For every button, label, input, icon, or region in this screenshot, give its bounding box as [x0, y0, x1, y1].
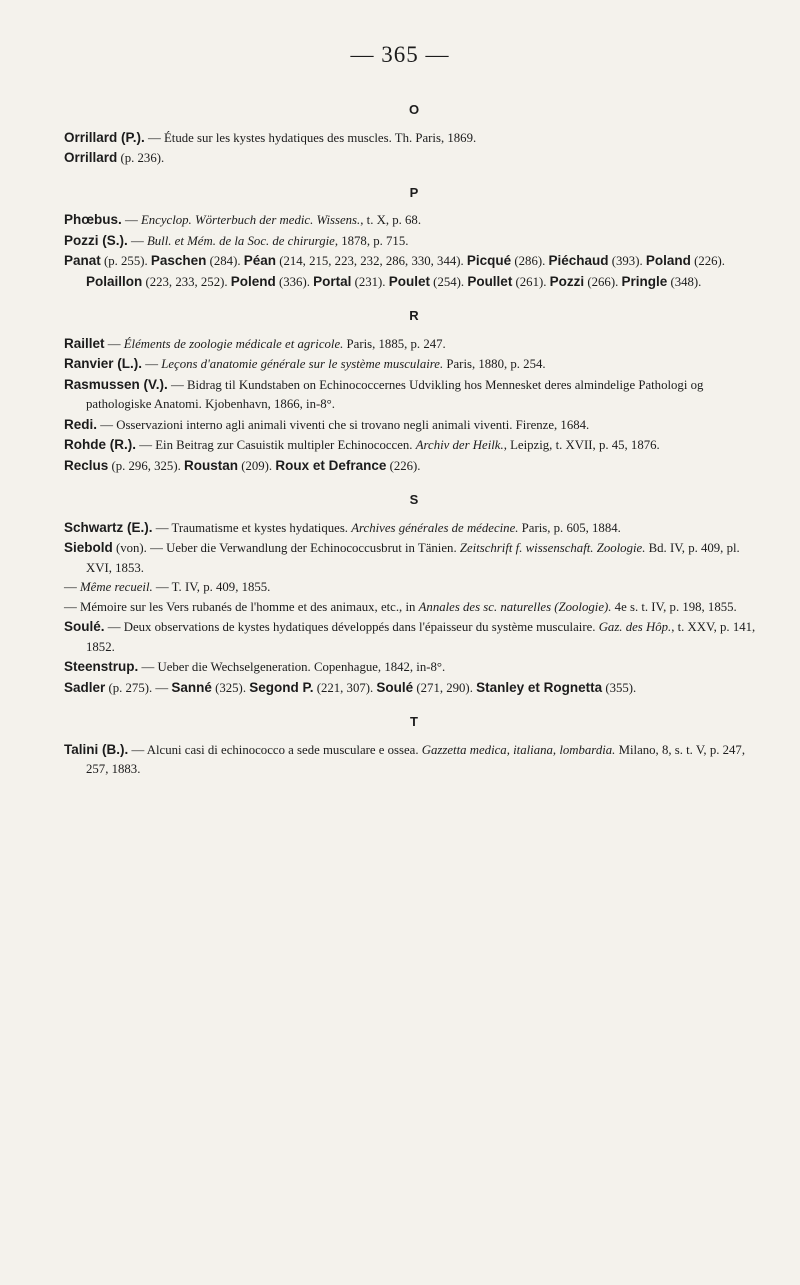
- entry-text: (214, 215, 223, 232, 286, 330, 344).: [276, 254, 467, 268]
- author-name: Péan: [243, 253, 277, 268]
- entry-text: Bd. IV, p. 409, pl. XVI, 1853.: [86, 541, 740, 575]
- bibliography-entry: [64, 617, 764, 657]
- entry-text: , t. X, p. 68.: [360, 213, 422, 227]
- entry-text: — Ueber die Wechselgeneration. Copenhague, 1842, in-8°.: [138, 660, 446, 674]
- author-name: Roustan: [184, 457, 238, 473]
- bibliography-entry: [64, 210, 764, 231]
- author-name: Pringle: [621, 273, 668, 289]
- section-letter: T: [410, 714, 418, 729]
- entry-text: — T. IV, p. 409, 1855.: [152, 580, 271, 594]
- author-name: Roux et Defrance: [275, 457, 387, 473]
- page-number: — 365 —: [350, 42, 450, 67]
- publication-title: Archives générales de médecine.: [351, 520, 519, 535]
- entry-text: (325).: [211, 680, 250, 695]
- publication-title: Éléments de zoologie médicale et agricole.: [123, 336, 344, 351]
- author-name: Picqué: [466, 253, 512, 268]
- bibliography-entry: [64, 415, 764, 436]
- entry-text: (254).: [429, 274, 468, 289]
- author-name: Steenstrup.: [64, 659, 139, 674]
- author-name: Raillet: [64, 335, 105, 351]
- section-letter: O: [408, 102, 420, 117]
- entry-text: — Étude sur les kystes hydatiques des muscles. Th. Paris, 1869.: [144, 130, 477, 145]
- entry-text: (261).: [512, 274, 550, 289]
- author-name: Orrillard (P.).: [64, 129, 145, 145]
- author-name: Redi.: [64, 416, 98, 432]
- entry-text: — Traumatisme et kystes hydatiques.: [152, 520, 352, 535]
- bibliography-entry: [64, 231, 764, 252]
- entry-text: (226).: [386, 458, 421, 473]
- bibliography-entry: [64, 538, 764, 578]
- entry-text: —: [64, 580, 80, 594]
- entry-text: (355).: [602, 680, 637, 695]
- author-name: Stanley et Rognetta: [476, 679, 603, 695]
- author-name: Sadler: [64, 679, 106, 695]
- entry-text: (393).: [608, 254, 646, 268]
- author-name: Poulet: [388, 273, 430, 289]
- bibliography-entry: [64, 657, 764, 678]
- author-name: Soulé: [376, 679, 414, 695]
- entry-text: (p. 275). —: [105, 680, 172, 695]
- entry-text: (271, 290).: [413, 680, 477, 695]
- author-name: Paschen: [150, 253, 207, 268]
- entry-text: —: [142, 357, 162, 371]
- section-o: [64, 100, 764, 169]
- author-name: Schwartz (E.).: [64, 519, 153, 535]
- publication-title: Archiv der Heilk.: [415, 438, 504, 452]
- bibliography-entry: [64, 598, 764, 618]
- bibliography-entry: [64, 740, 764, 780]
- entry-text: (284).: [206, 254, 244, 268]
- entry-text: (p. 236).: [117, 151, 165, 165]
- bibliography-entry: [64, 518, 764, 539]
- entry-text: 4e s. t. IV, p. 198, 1855.: [611, 599, 737, 614]
- entry-text: — Ein Beitrag zur Casuistik multipler Echinococcen.: [136, 438, 416, 452]
- entry-text: — Mémoire sur les Vers rubanés de l'homme et des animaux, etc., in: [64, 599, 419, 614]
- entry-text: (231).: [351, 274, 389, 289]
- author-name: Poland: [645, 253, 691, 268]
- author-name: Segond P.: [249, 679, 314, 695]
- section-s: [64, 490, 764, 698]
- author-name: Poullet: [467, 273, 513, 289]
- entry-text: , 1878, p. 715.: [334, 233, 409, 248]
- section-letter: R: [409, 308, 419, 323]
- entry-text: (226).: [690, 254, 726, 268]
- publication-title: Gaz. des Hôp.: [598, 620, 672, 634]
- publication-title: Même recueil.: [80, 580, 153, 594]
- publication-title: Gazzetta medica, italiana, lombardia.: [421, 742, 616, 757]
- section-letter: S: [409, 492, 419, 507]
- section-r: [64, 306, 764, 476]
- publication-title: Leçons d'anatomie générale sur le système musculaire.: [161, 357, 444, 371]
- entry-text: Milano, 8, s. t. V, p. 247, 257, 1883.: [86, 742, 746, 776]
- bibliography-entry: [64, 334, 764, 355]
- entry-text: (221, 307).: [313, 680, 377, 695]
- author-name: Polaillon: [86, 273, 143, 289]
- author-name: Siebold: [64, 540, 113, 555]
- author-name: Pozzi (S.).: [64, 232, 128, 248]
- author-name: Rohde (R.).: [64, 437, 136, 452]
- entry-text: (von). — Ueber die Verwandlung der Echinococcusbrut in Tänien.: [112, 541, 460, 555]
- author-name: Ranvier (L.).: [64, 356, 143, 371]
- section-letter: P: [409, 184, 419, 200]
- bibliography-entry: [64, 456, 764, 477]
- entry-text: Paris, 1885, p. 247.: [343, 336, 446, 351]
- section-p: [64, 183, 764, 293]
- publication-title: Bull. et Mém. de la Soc. de chirurgie: [146, 233, 335, 248]
- entry-text: (348).: [667, 274, 702, 289]
- entry-text: , Leipzig, t. XVII, p. 45, 1876.: [503, 438, 660, 452]
- author-name: Talini (B.).: [64, 741, 129, 757]
- bibliography-entry: [64, 435, 764, 456]
- entry-text: — Bidrag til Kundstaben on Echinococcernes Udvikling hos Mennesket deres almindelige Pathologi og pathologiske Anatomi. Kjobenhavn, 1866, in-8°.: [86, 377, 704, 411]
- entry-text: (223, 233, 252).: [142, 274, 231, 289]
- entry-text: (286).: [511, 254, 549, 268]
- bibliography-entry: [64, 354, 764, 375]
- entry-text: , t. XXV, p. 141, 1852.: [86, 620, 756, 654]
- author-name: Portal: [313, 273, 352, 289]
- entry-text: (p. 296, 325).: [108, 458, 184, 473]
- publication-title: Annales des sc. naturelles (Zoologie).: [418, 599, 612, 614]
- author-name: Pozzi: [549, 273, 585, 289]
- bibliography: [64, 100, 764, 794]
- entry-text: —: [104, 336, 124, 351]
- bibliography-entry: [64, 128, 764, 149]
- entry-text: (336).: [275, 274, 314, 289]
- author-name: Polend: [230, 273, 276, 289]
- bibliography-entry: [64, 251, 764, 292]
- entry-text: — Alcuni casi di echinococco a sede musculare e ossea.: [128, 742, 422, 757]
- bibliography-entry: [64, 578, 764, 598]
- entry-text: (266).: [584, 274, 622, 289]
- author-name: Reclus: [64, 457, 109, 473]
- author-name: Panat: [64, 253, 101, 268]
- entry-text: (209).: [238, 458, 276, 473]
- entry-text: Paris, 1880, p. 254.: [443, 357, 546, 371]
- bibliography-entry: [64, 375, 764, 415]
- author-name: Phœbus.: [64, 212, 122, 227]
- bibliography-entry: [64, 678, 764, 699]
- bibliography-entry: [64, 148, 764, 169]
- entry-text: (p. 255).: [100, 254, 151, 268]
- author-name: Orrillard: [64, 150, 118, 165]
- section-t: [64, 712, 764, 780]
- entry-text: —: [121, 213, 141, 227]
- entry-text: — Deux observations de kystes hydatiques développés dans l'épaisseur du système musculaire.: [104, 620, 599, 634]
- author-name: Soulé.: [64, 619, 105, 634]
- publication-title: Zeitschrift f. wissenschaft. Zoologie.: [459, 541, 646, 555]
- author-name: Rasmussen (V.).: [64, 376, 168, 392]
- author-name: Sanné: [171, 679, 212, 695]
- entry-text: —: [127, 233, 147, 248]
- entry-text: Paris, p. 605, 1884.: [518, 520, 621, 535]
- publication-title: Encyclop. Wörterbuch der medic. Wissens.: [140, 213, 361, 227]
- entry-text: — Osservazioni interno agli animali viventi che si trovano negli animali viventi. Firenze, 1684.: [97, 417, 590, 432]
- author-name: Piéchaud: [548, 253, 609, 268]
